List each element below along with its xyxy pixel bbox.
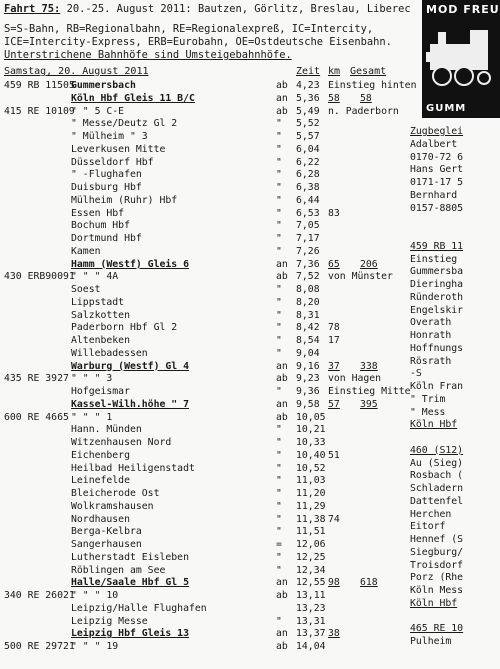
arrival-departure: ": [276, 386, 282, 397]
sidebar-line: Bernhard: [410, 189, 458, 201]
train-number: 600 RE 4665: [4, 411, 69, 423]
timetable-row: [4, 93, 424, 106]
time-heading: Zeit: [296, 66, 321, 77]
timetable-row: [4, 577, 424, 590]
arrival-departure: ": [276, 207, 282, 219]
arrival-departure: =: [276, 539, 282, 550]
km-value: 38: [328, 628, 340, 640]
arrival-departure: an: [276, 628, 288, 640]
time-value: 10,05: [296, 411, 326, 423]
station-name: Düsseldorf Hbf: [71, 156, 154, 168]
station-name: " " 5 C-E: [71, 105, 125, 117]
station-name: " " " 4A: [71, 271, 119, 283]
timetable-row: [4, 80, 424, 93]
total-km-value: 395: [360, 398, 378, 410]
km-value: 57: [328, 398, 340, 410]
station-name: Witzenhausen Nord: [71, 437, 172, 448]
sidebar-line: [410, 611, 500, 624]
time-value: 13,31: [296, 615, 326, 627]
arrival-departure: ": [276, 500, 282, 512]
train-number: 415 RE 10109: [4, 105, 75, 117]
km-value: 58: [328, 92, 340, 104]
sidebar-line: Köln Hbf: [410, 597, 458, 609]
time-value: 5,52: [296, 118, 320, 130]
arrival-departure: ": [276, 169, 282, 181]
sidebar-line: Schladern: [410, 483, 464, 494]
station-name: Lutherstadt Eisleben: [71, 551, 189, 563]
legend-line-1: S=S-Bahn, RB=Regionalbahn, RE=Regionalexpreß, IC=Intercity,: [4, 23, 374, 35]
timetable-row: [4, 208, 424, 221]
station-name: Sangerhausen: [71, 539, 142, 550]
time-value: 11,03: [296, 475, 326, 487]
timetable-row: [4, 297, 424, 310]
timetable-row: [4, 259, 424, 272]
timetable-row: [4, 233, 424, 246]
timetable-row: [4, 399, 424, 412]
timetable-row: [4, 526, 424, 539]
sidebar-line: Rosbach (: [410, 470, 464, 482]
time-value: 8,20: [296, 296, 320, 308]
time-value: 9,36: [296, 386, 320, 397]
station-name: " " " 1: [71, 411, 113, 423]
time-value: 4,23: [296, 80, 320, 91]
station-name: Altenbeken: [71, 335, 130, 346]
arrival-departure: ": [276, 526, 282, 538]
time-value: 5,36: [296, 92, 320, 104]
timetable-row: [4, 195, 424, 208]
km-heading: km: [328, 66, 341, 77]
cropped-sidebar: [410, 0, 500, 669]
station-name: Heilbad Heiligenstadt: [71, 462, 195, 474]
arrival-departure: an: [276, 92, 288, 104]
arrival-departure: an: [276, 258, 288, 270]
timetable-row: [4, 590, 424, 603]
station-name: Essen Hbf: [71, 207, 125, 219]
arrival-departure: ": [276, 475, 282, 487]
station-name: Köln Hbf Gleis 11 B/C: [71, 92, 195, 104]
time-value: 11,38: [296, 513, 326, 525]
total-km-value: 618: [360, 577, 378, 589]
row-note: Einstieg hinten: [328, 80, 417, 91]
row-note: von Hagen: [328, 373, 382, 385]
station-name: " -Flughafen: [71, 169, 142, 181]
station-name: Salzkotten: [71, 309, 130, 321]
legend-line-3: Unterstrichene Bahnhöfe sind Umsteigebahnhöfe.: [4, 49, 292, 61]
arrival-departure: ab: [276, 590, 288, 601]
arrival-departure: ": [276, 488, 282, 499]
sidebar-line: Hoffnungs: [410, 342, 464, 354]
sidebar-line: Rösrath: [410, 355, 452, 367]
sidebar-line: Hennef (S: [410, 534, 464, 545]
time-value: 6,04: [296, 143, 320, 155]
timetable-row: [4, 335, 424, 348]
club-logo: [422, 0, 500, 118]
timetable-row: [4, 450, 424, 463]
day-heading: Samstag, 20. August 2011: [4, 66, 149, 77]
time-value: 13,23: [296, 602, 326, 614]
row-note: Einstieg Mitte: [328, 386, 411, 397]
time-value: 6,28: [296, 169, 320, 181]
sidebar-line: [410, 215, 500, 228]
timetable-row: [4, 246, 424, 259]
time-value: 8,31: [296, 309, 320, 321]
timetable-row: [4, 437, 424, 450]
station-name: Lippstadt: [71, 296, 125, 308]
timetable-row: [4, 361, 424, 374]
arrival-departure: an: [276, 398, 288, 410]
station-name: Röblingen am See: [71, 564, 166, 576]
station-name: Halle/Saale Hbf Gl 5: [71, 577, 189, 589]
station-name: Leverkusen Mitte: [71, 143, 166, 155]
sidebar-line: 459 RB 11: [410, 240, 464, 252]
arrival-departure: ab: [276, 373, 288, 385]
time-value: 7,52: [296, 271, 320, 283]
trip-text: 20.-25. August 2011: Bautzen, Görlitz, Breslau, Liberec: [60, 3, 411, 15]
station-name: " " " 19: [71, 641, 119, 652]
train-number: 435 RE 3927: [4, 373, 69, 385]
station-name: Leipzig Hbf Gleis 13: [71, 628, 189, 640]
total-km-value: 58: [360, 92, 372, 104]
arrival-departure: ": [276, 513, 282, 525]
time-value: 12,55: [296, 577, 326, 589]
sidebar-line: Au (Sieg): [410, 457, 464, 469]
time-value: 5,57: [296, 131, 320, 142]
sidebar-line: Zugbeglei: [410, 126, 464, 137]
km-value: 37: [328, 360, 340, 372]
km-value: 78: [328, 322, 340, 334]
train-number: 500 RE 29721: [4, 641, 75, 652]
sidebar-line: Engelskir: [410, 304, 464, 316]
time-value: 9,16: [296, 360, 320, 372]
station-name: Leinefelde: [71, 475, 130, 487]
timetable-row: [4, 641, 424, 654]
time-value: 11,20: [296, 488, 326, 499]
arrival-departure: ab: [276, 105, 288, 117]
total-km-value: 206: [360, 258, 378, 270]
locomotive-icon: [424, 22, 500, 92]
station-name: Warburg (Westf) Gl 4: [71, 360, 189, 372]
row-note: n. Paderborn: [328, 105, 399, 117]
station-name: Duisburg Hbf: [71, 182, 142, 193]
time-value: 8,08: [296, 284, 320, 295]
time-value: 10,33: [296, 437, 326, 448]
sidebar-line: Adalbert: [410, 138, 458, 150]
sidebar-line: Dieringha: [410, 279, 464, 290]
sidebar-line: Einstieg: [410, 253, 458, 265]
sidebar-line: Porz (Rhe: [410, 572, 464, 584]
arrival-departure: ": [276, 335, 282, 346]
arrival-departure: ": [276, 449, 282, 461]
time-value: 11,29: [296, 500, 326, 512]
timetable-row: [4, 144, 424, 157]
sidebar-line: Herchen: [410, 508, 452, 520]
arrival-departure: ab: [276, 271, 288, 283]
arrival-departure: ": [276, 309, 282, 321]
time-value: 5,49: [296, 105, 320, 117]
station-name: Paderborn Hbf Gl 2: [71, 322, 178, 334]
timetable-row: [4, 514, 424, 527]
sidebar-line: " Mess: [410, 406, 446, 418]
station-name: Willebadessen: [71, 347, 148, 359]
legend-line-2: ICE=Intercity-Express, ERB=Eurobahn, OE=Ostdeutsche Eisenbahn.: [4, 36, 392, 48]
sidebar-line: Pulheim: [410, 636, 452, 647]
timetable-row: [4, 310, 424, 323]
sidebar-line: Köln Hbf: [410, 419, 458, 431]
arrival-departure: ": [276, 233, 282, 244]
station-name: Bochum Hbf: [71, 220, 130, 232]
km-value: 17: [328, 335, 340, 346]
time-value: 9,23: [296, 373, 320, 385]
total-km-value: 338: [360, 360, 378, 372]
sidebar-line: Hans Gert: [410, 164, 464, 176]
arrival-departure: ": [276, 143, 282, 155]
timetable-row: [4, 373, 424, 386]
time-value: 7,05: [296, 220, 320, 232]
time-value: 10,40: [296, 449, 326, 461]
km-value: 83: [328, 207, 340, 219]
timetable-row: [4, 501, 424, 514]
arrival-departure: ab: [276, 641, 288, 652]
sidebar-line: 0171-17 5: [410, 177, 464, 188]
timetable-row: [4, 565, 424, 578]
sidebar-line: Gummersba: [410, 266, 464, 278]
arrival-departure: ": [276, 131, 282, 142]
time-value: 6,44: [296, 194, 320, 206]
logo-bottom-text: GUMM: [426, 103, 467, 114]
arrival-departure: ": [276, 551, 282, 563]
sidebar-line: Siegburg/: [410, 546, 464, 558]
time-value: 12,34: [296, 564, 326, 576]
station-name: Nordhausen: [71, 513, 130, 525]
time-value: 12,25: [296, 551, 326, 563]
sidebar-line: " Trim: [410, 393, 446, 405]
time-value: 10,21: [296, 424, 326, 436]
station-name: Hann. Münden: [71, 424, 142, 436]
time-value: 7,36: [296, 258, 320, 270]
station-name: Hofgeismar: [71, 386, 130, 397]
time-value: 8,42: [296, 322, 320, 334]
arrival-departure: ": [276, 424, 282, 436]
arrival-departure: ab: [276, 411, 288, 423]
timetable-row: [4, 539, 424, 552]
arrival-departure: ": [276, 462, 282, 474]
timetable-row: [4, 157, 424, 170]
sidebar-line: 465 RE 10: [410, 623, 464, 635]
station-name: " " " 10: [71, 590, 119, 601]
time-value: 9,04: [296, 347, 320, 359]
train-number: 459 RB 11505: [4, 80, 75, 91]
sidebar-line: [410, 432, 500, 445]
logo-top-text: MOD FREU: [426, 3, 500, 16]
sidebar-line: 0157-8805: [410, 202, 464, 214]
arrival-departure: ": [276, 347, 282, 359]
sidebar-line: Köln Mess: [410, 585, 464, 596]
arrival-departure: ab: [276, 80, 288, 91]
total-heading: Gesamt: [350, 66, 387, 77]
station-name: " Mülheim " 3: [71, 131, 148, 142]
time-value: 8,54: [296, 335, 320, 346]
timetable-row: [4, 169, 424, 182]
sidebar-lines: [410, 126, 500, 649]
time-value: 13,37: [296, 628, 326, 640]
sidebar-line: -S: [410, 368, 422, 380]
sidebar-line: Ründeroth: [410, 291, 464, 303]
arrival-departure: ": [276, 194, 282, 206]
time-value: 6,22: [296, 156, 320, 168]
timetable-row: [4, 220, 424, 233]
timetable-row: [4, 131, 424, 144]
arrival-departure: ": [276, 245, 282, 257]
timetable-row: [4, 603, 424, 616]
arrival-departure: ": [276, 284, 282, 295]
arrival-departure: an: [276, 577, 288, 589]
station-name: Gummersbach: [71, 80, 136, 91]
trip-label: Fahrt 75:: [4, 3, 61, 15]
trip-title: [4, 2, 411, 16]
station-name: Dortmund Hbf: [71, 233, 142, 244]
timetable-row: [4, 463, 424, 476]
arrival-departure: ": [276, 220, 282, 232]
sidebar-line: Dattenfel: [410, 495, 464, 507]
row-note: von Münster: [328, 271, 393, 283]
station-name: Kassel-Wilh.höhe " 7: [71, 398, 189, 410]
arrival-departure: ": [276, 296, 282, 308]
timetable-row: [4, 424, 424, 437]
timetable-row: [4, 386, 424, 399]
station-name: Leipzig Messe: [71, 615, 148, 627]
time-value: 9,58: [296, 398, 320, 410]
timetable-row: [4, 284, 424, 297]
arrival-departure: ": [276, 615, 282, 627]
km-value: 51: [328, 449, 340, 461]
timetable-row: [4, 322, 424, 335]
sidebar-line: Köln Fran: [410, 381, 464, 392]
sidebar-line: Troisdorf: [410, 559, 464, 571]
station-name: Leipzig/Halle Flughafen: [71, 602, 207, 614]
arrival-departure: ": [276, 156, 282, 168]
station-name: " " " 3: [71, 373, 113, 385]
arrival-departure: an: [276, 360, 288, 372]
train-number: 340 RE 26021: [4, 590, 75, 601]
arrival-departure: ": [276, 182, 282, 193]
timetable-row: [4, 412, 424, 425]
arrival-departure: ": [276, 322, 282, 334]
station-name: Wolkramshausen: [71, 500, 154, 512]
timetable-header: [4, 66, 424, 79]
km-value: 65: [328, 258, 340, 270]
station-name: Eichenberg: [71, 449, 130, 461]
station-name: Hamm (Westf) Gleis 6: [71, 258, 189, 270]
time-value: 13,11: [296, 590, 326, 601]
time-value: 10,52: [296, 462, 326, 474]
timetable-row: [4, 348, 424, 361]
timetable-row: [4, 616, 424, 629]
time-value: 11,51: [296, 526, 326, 538]
timetable-row: [4, 475, 424, 488]
km-value: 98: [328, 577, 340, 589]
timetable-row: [4, 271, 424, 284]
station-name: Bleicherode Ost: [71, 488, 160, 499]
train-number: 430 ERB90091: [4, 271, 75, 283]
sidebar-line: Overath: [410, 317, 452, 329]
timetable-row: [4, 118, 424, 131]
station-name: Berga-Kelbra: [71, 526, 142, 538]
time-value: 6,38: [296, 182, 320, 193]
timetable-row: [4, 552, 424, 565]
sidebar-line: [410, 228, 500, 241]
sidebar-line: Honrath: [410, 330, 452, 341]
station-name: Mülheim (Ruhr) Hbf: [71, 194, 178, 206]
arrival-departure: ": [276, 437, 282, 448]
timetable-row: [4, 182, 424, 195]
time-value: 7,17: [296, 233, 320, 244]
timetable-row: [4, 106, 424, 119]
station-name: Kamen: [71, 245, 101, 257]
station-name: " Messe/Deutz Gl 2: [71, 118, 178, 130]
sidebar-line: 460 (S12): [410, 444, 464, 456]
sidebar-line: 0170-72 6: [410, 151, 464, 163]
arrival-departure: ": [276, 118, 282, 130]
timetable-row: [4, 628, 424, 641]
sidebar-line: Eitorf: [410, 521, 446, 533]
time-value: 12,06: [296, 539, 326, 550]
time-value: 14,04: [296, 641, 326, 652]
station-name: Soest: [71, 284, 101, 295]
time-value: 6,53: [296, 207, 320, 219]
km-value: 74: [328, 513, 340, 525]
arrival-departure: ": [276, 564, 282, 576]
timetable-rows: [4, 80, 424, 654]
timetable-row: [4, 488, 424, 501]
time-value: 7,26: [296, 245, 320, 257]
